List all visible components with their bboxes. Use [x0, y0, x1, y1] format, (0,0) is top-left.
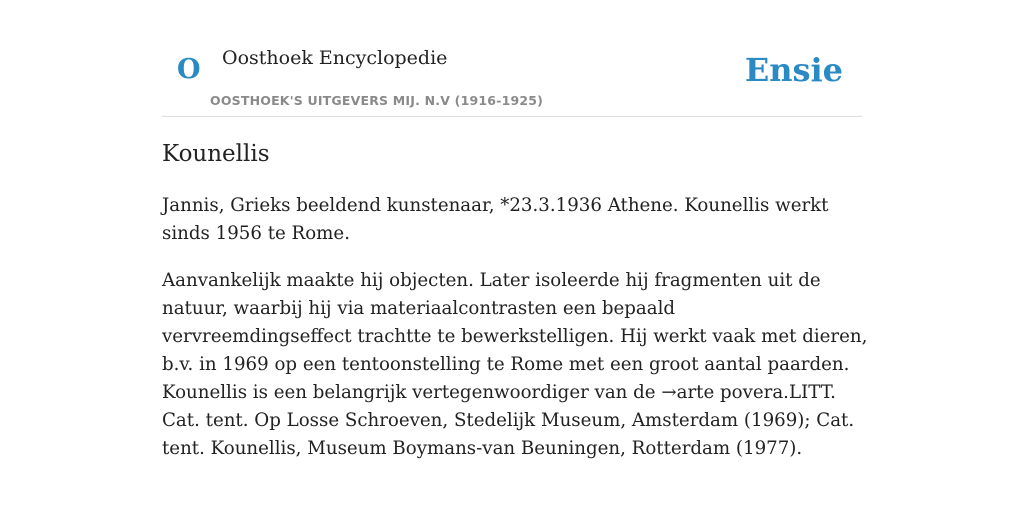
- page: [162, 0, 868, 459]
- cross-reference-link[interactable]: →arte povera: [661, 382, 784, 403]
- entry-title: Kounellis: [162, 141, 270, 167]
- source-header: [162, 0, 862, 117]
- source-title[interactable]: Oosthoek Encyclopedie: [222, 47, 448, 69]
- publisher-label: OOSTHOEK'S UITGEVERS MIJ. N.V (1916-1925): [210, 93, 544, 108]
- entry-paragraph-2: [162, 267, 868, 463]
- ensie-logo-link[interactable]: Ensie: [744, 51, 843, 89]
- paragraph-2-text-before: Aanvankelijk maakte hij objecten. Later isoleerde hij fragmenten uit de natuur, waarbij hij via materiaalcontrasten een bepaald vervreemdingseffect trachtte te bewerkstelligen. Hij werkt vaak met dieren, b.v. in 1969 op een tentoonstelling te Rome met een groot aantal paarden. Kounellis is een belangrijk vertegenwoordiger van de: [162, 270, 868, 403]
- paragraph-2-text-after: .LITT. Cat. tent. Op Losse Schroeven, Stedelijk Museum, Amsterdam (1969); Cat. tent. Kounellis, Museum Boymans-van Beuningen, Rotterdam (1977).: [162, 382, 855, 459]
- entry-content: [162, 192, 868, 482]
- source-logo-icon: O: [177, 54, 201, 85]
- entry-paragraph-1: Jannis, Grieks beeldend kunstenaar, *23.3.1936 Athene. Kounellis werkt sinds 1956 te Rome.: [162, 195, 829, 244]
